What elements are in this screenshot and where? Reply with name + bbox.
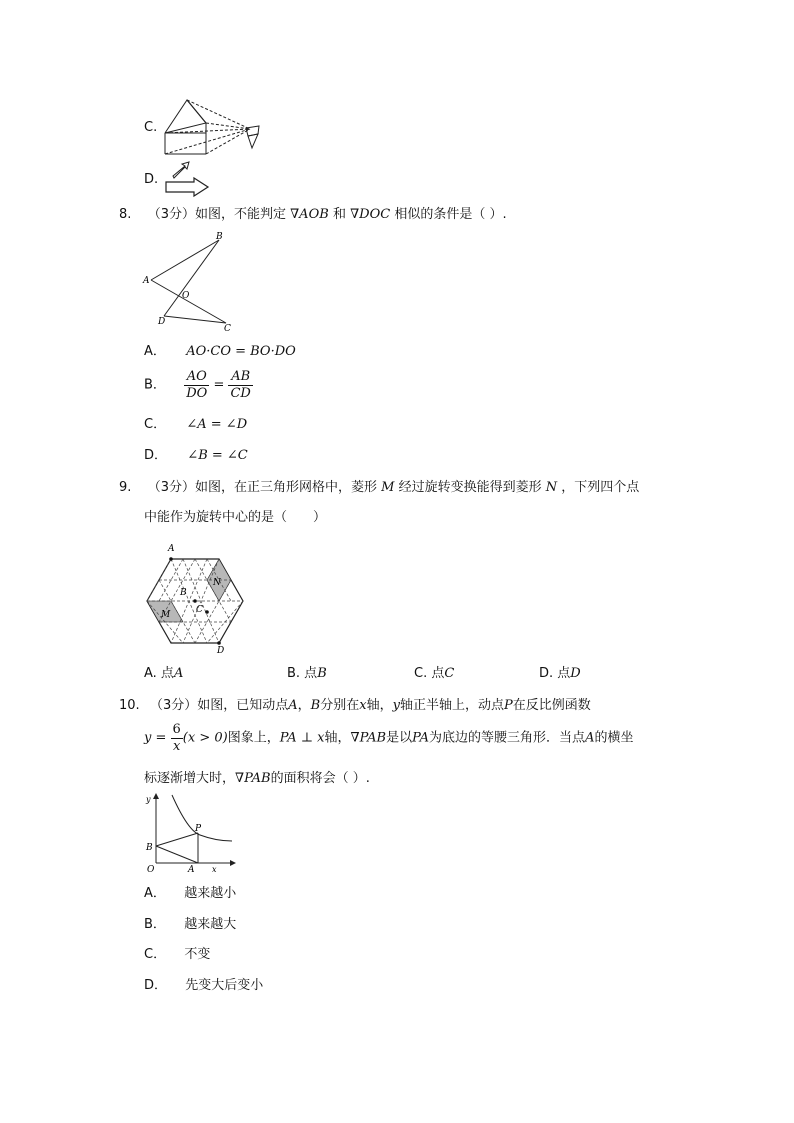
q10-l2-b: 轴， [324,730,351,746]
q10-l3-tri: ∇PAB [235,771,271,786]
q7-option-c-figure [160,96,272,158]
q7-option-d-figure [164,160,214,198]
q8-option-b [144,369,253,409]
q9-option-d-label: D. 点 [539,666,571,681]
q9-line1-post: ，下列四个点 [561,480,640,495]
q8-option-d-expr: ∠B = ∠C [187,448,248,463]
q9-option-c-label: C. 点 [414,666,445,681]
q8-option-b-eq: = [213,377,225,393]
q9-option-a [144,665,183,683]
q10-l2-d: 为底边的等腰三角形．当点 [429,730,586,746]
q10-l2-den: x [172,739,181,754]
q8-label-c: C [224,324,231,334]
q9-var-m: M [381,480,395,495]
q9-point-c [205,610,209,614]
q8-number: 8. [119,207,132,222]
q9-option-d [539,665,581,683]
q10-label-p: P [195,824,202,834]
q9-option-a-label: A. 点 [144,666,174,681]
q10-option-d [144,977,263,995]
q9-line1-pre: （3分）如图，在正三角形网格中，菱形 [147,480,377,495]
q10-l1-e: 轴正半轴上，动点 [399,698,504,713]
q9-point-d [217,641,221,645]
q10-l1-var-p: P [503,698,513,713]
q10-l3-a: 标逐渐增大时， [144,771,236,786]
q10-option-b-text: 越来越大 [184,917,237,932]
q10-stem-line1 [119,697,591,715]
q8-triangle-doc: ∇DOC [350,207,391,222]
q9-figure [140,540,250,656]
q10-l2-var-a: A [585,730,595,746]
q8-option-c [144,416,247,434]
q10-label-o: O [147,865,155,875]
q9-option-a-var: A [173,666,184,681]
q9-option-b-label: B. 点 [287,666,318,681]
q9-number: 9. [119,480,132,495]
q9-label-n: N [213,578,221,588]
q10-option-a-label: A． [144,886,166,901]
q10-option-b-label: B． [144,917,166,932]
q9-label-m: M [161,610,171,620]
q10-l1-var-b: B [310,698,321,713]
q10-l2-e: 的横坐 [594,730,634,746]
q10-stem-line2 [144,722,633,762]
q10-stem-line3 [144,770,370,788]
q10-option-a [144,885,236,903]
q10-label-y: y [146,795,151,804]
q8-option-b-num2: AB [228,369,252,386]
q8-option-b-label: B． [144,377,166,393]
q8-option-a-label: A． [144,344,166,359]
q10-l2-tri: ∇PAB [350,730,387,746]
q8-option-b-frac2 [228,369,252,402]
q8-stem [119,206,507,224]
q8-label-b: B [216,232,223,242]
q8-option-a [144,343,296,361]
q8-option-b-den1: DO [186,386,208,401]
q9-label-b: B [180,588,187,598]
q8-option-a-expr: AO·CO = BO·DO [186,344,296,359]
q8-label-a: A [143,276,150,286]
q9-point-b [193,599,197,603]
q8-option-d-label: D． [144,448,168,463]
q8-text-mid: 和 [332,207,346,222]
q10-option-d-label: D． [144,978,168,993]
q8-option-d [144,447,248,465]
q10-label-b: B [146,843,153,853]
q9-option-c-var: C [444,666,455,681]
q9-label-a: A [168,544,175,554]
q9-option-d-var: D [570,666,581,681]
q7-option-c-label: C. [144,120,158,135]
q10-number: 10. [119,698,140,713]
q10-l2-a: 图象上， [227,730,280,746]
q8-label-o: O [182,291,190,301]
q10-option-c-text: 不变 [184,947,211,962]
q10-label-x: x [212,865,217,874]
q8-option-b-num1: AO [184,369,209,386]
q8-figure [140,228,240,334]
q9-point-a [169,557,173,561]
q9-stem-line2: 中能作为旋转中心的是（ ） [144,510,327,525]
q10-l1-b: ， [297,698,311,713]
q10-l1-d: 轴， [366,698,393,713]
q10-l1-var-a: A [288,698,298,713]
q10-l2-pa2: PA [412,730,430,746]
q9-option-c [414,665,454,683]
q10-label-a: A [188,865,195,875]
q9-label-d: D [217,646,225,656]
q10-l1-a: （3分）如图，已知动点 [149,698,289,713]
q8-text-pre: （3分）如图，不能判定 [147,207,286,222]
q9-stem-line1 [119,479,639,497]
q9-option-b [287,665,327,683]
q10-l2-pa: PA ⊥ x [279,730,325,746]
q9-label-c: C [196,605,203,615]
q10-l1-c: 分别在 [320,698,360,713]
q8-label-d: D [158,317,166,327]
q10-option-c [144,946,210,964]
q10-option-d-text: 先变大后变小 [185,978,264,993]
q10-l3-b: 的面积将会（ ）. [270,771,370,786]
q10-figure [142,793,238,873]
q10-l1-var-y: y [392,698,400,713]
q10-l2-c: 是以 [386,730,413,746]
q10-option-b [144,916,236,934]
q10-l2-num: 6 [172,722,181,737]
q10-option-a-text: 越来越小 [184,886,237,901]
q10-l1-var-x: x [359,698,367,713]
q8-triangle-aob: ∇AOB [290,207,329,222]
q10-l2-frac [171,722,183,755]
q10-l2-y: y = [144,730,167,746]
q9-var-n: N [545,480,558,495]
q10-l1-f: 在反比例函数 [512,698,591,713]
q8-option-c-expr: ∠A = ∠D [186,417,248,432]
q8-text-post: 相似的条件是（ ）. [394,207,507,222]
q10-l2-cond: (x > 0) [182,730,228,746]
q7-option-d-label: D. [144,172,159,187]
q9-line1-mid: 经过旋转变换能得到菱形 [398,480,542,495]
q8-option-b-frac1 [184,369,209,402]
q8-option-c-label: C． [144,417,167,432]
q9-option-b-var: B [317,666,327,681]
q10-option-c-label: C． [144,947,167,962]
q8-option-b-den2: CD [230,386,251,401]
